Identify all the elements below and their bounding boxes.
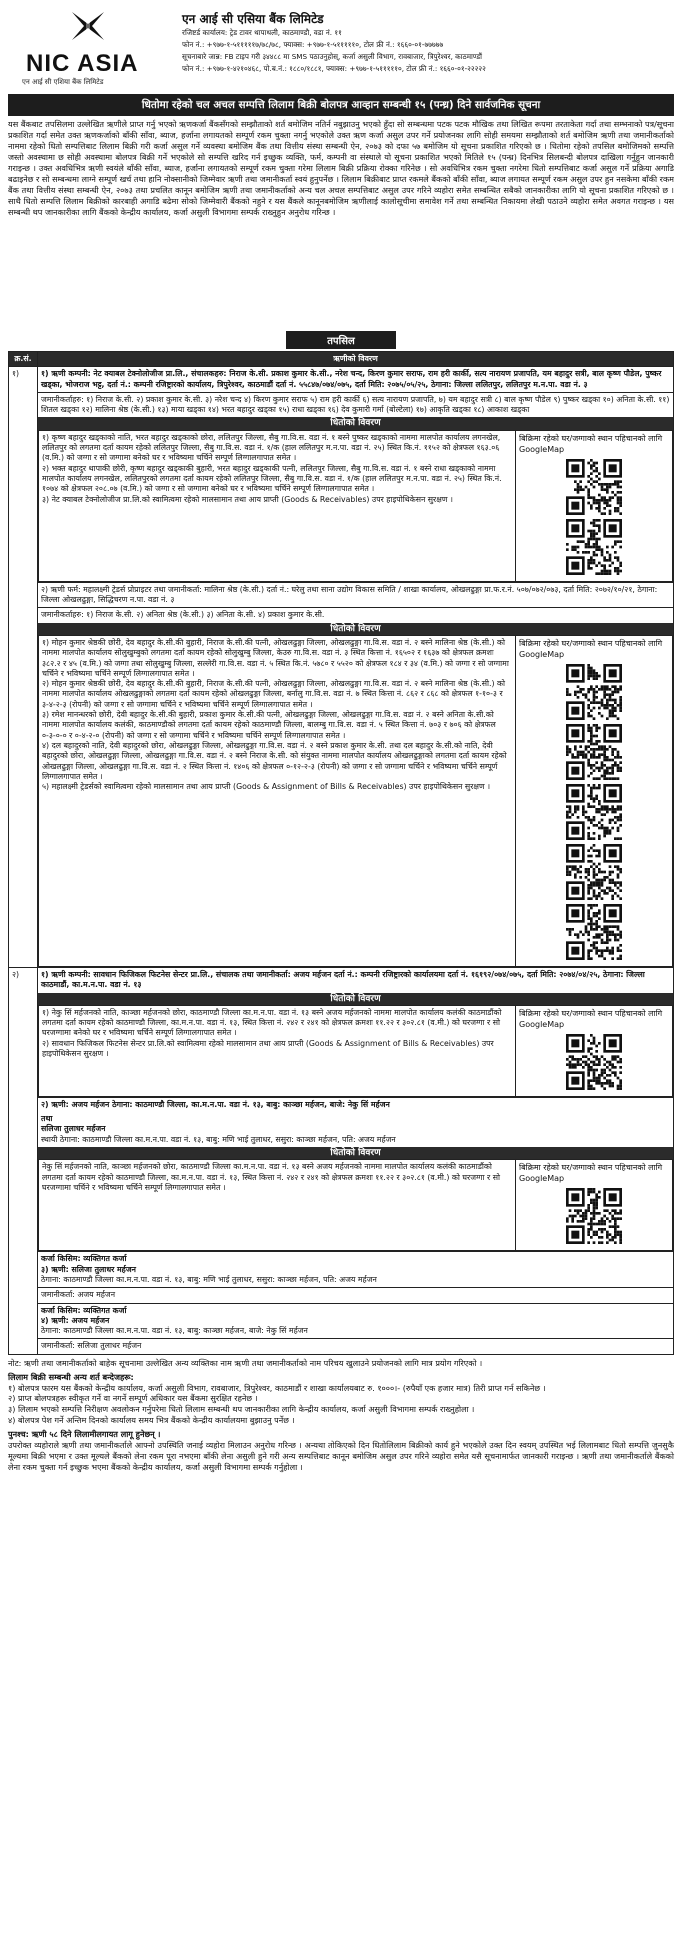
collateral-list bbox=[39, 1160, 516, 1251]
collateral-list bbox=[39, 635, 516, 966]
collateral-list bbox=[39, 1005, 516, 1096]
list-item: २) प्राप्त बोलपत्रहरू स्वीकृत गर्ने वा नगर्ने सम्पूर्ण अधिकार यस बैंकमा सुरक्षित रहनेछ । bbox=[8, 1393, 258, 1404]
list-item: ५) महालक्ष्मी ट्रेडर्सको स्वामित्वमा रहेको मालसामान तथा आय प्राप्ती (Goods & Assignment of Bills & Receivables) उपर हाइपोथिकेसन सुरक्षण । bbox=[42, 782, 491, 792]
loan-block bbox=[38, 1251, 673, 1287]
borrower-company: १) ऋणी कम्पनी: नेट क्याबल टेक्नोलोजीज प्रा.लि., संचालकहरु: निराज के.सी. प्रकाश कुमार के.सी., नरेश चन्द, किरण कुमार सराफ, राम हरी कार्की, सत्य नारायण प्रजापति, यम बहादुर सत्री, बाल कृष्ण पौडेल, पुष्कर खड्का, भोजराज भट्ट, दर्ता नं.: कम्पनी रजिष्ट्रारको कार्यालय, त्रिपुरेश्वर, काठमाडौं दर्ता नं. ५५८४७/०७४/०७५, दर्ता मिति: २०७५/०५/२५, ठेगाना: जिल्ला ललितपुर, ललितपुर म.न.पा. वडा नं. ३ bbox=[41, 369, 662, 389]
individual-borrower bbox=[38, 1097, 673, 1147]
collateral-table bbox=[38, 1005, 673, 1097]
co-borrower-name: सलिजा तुलाधर मर्हजन bbox=[41, 1124, 106, 1134]
qr-code-icon[interactable] bbox=[566, 459, 622, 515]
list-item: २) सावधान फिजिकल फिटनेस सेन्टर प्रा.लि.को स्वामित्वमा रहेको मालसामान तथा आय प्राप्ती (Goods & Assignment of Bills & Receivables) उपर हाइपोथिकेसन सुरक्षण । bbox=[42, 1038, 494, 1059]
list-item: ३) लिलाम भएको सम्पत्ति निरीक्षण अवलोकन गर्नुपरेमा धितो लिलाम सम्बन्धी थप जानकारीका लागि केन्द्रीय कार्यालय, कर्जा असुली विभागमा सम्पर्क राख्नुहोला । bbox=[8, 1404, 475, 1415]
note-text: नोट: ऋणी तथा जमानीकर्ताको बाहेक सूचनामा उल्लेखित अन्य व्यक्तिका नाम ऋणी तथा जमानीकर्ताको नाम परिचय खुलाउने प्रयोजनको लागि मात्र प्रयोग गरिएको । bbox=[8, 1357, 483, 1368]
map-cell bbox=[516, 1005, 673, 1096]
qr-code-icon[interactable] bbox=[566, 724, 622, 780]
row-sn: १) bbox=[9, 367, 38, 968]
borrower-name: ३) ऋणी: सलिजा तुलाधर मर्हजन bbox=[41, 1264, 136, 1274]
qr-code-icon[interactable] bbox=[566, 784, 622, 840]
co-borrower-address: स्थायी ठेगाना: काठमाण्डौ जिल्ला का.म.न.पा. वडा नं. १३, बाबु: मणि भाई तुलाधर, ससुरा: काञ्छा मर्हजन, पति: अजय मर्हजन bbox=[41, 1134, 396, 1144]
map-caption: बिक्रिमा रहेको घर/जग्गाको स्थान पहिचानको लागि GoogleMap bbox=[519, 1163, 663, 1184]
tatha-label: तथा bbox=[41, 1114, 53, 1124]
borrower-details-cell bbox=[38, 367, 674, 968]
conditions-list bbox=[8, 1383, 674, 1427]
borrower-firm: २) ऋणी फर्म: महालक्ष्मी ट्रेडर्स प्रोप्राइटर तथा जमानीकर्ता: मालिना श्रेष्ठ (के.सी.) दर्ता नं.: घरेलु तथा साना उद्योग विकास समिति / शाखा कार्यालय, ओखलढुङ्गा प्रा.फ.र.नं. ५०७/०७२/०७३, दर्ता मिति: २०७२/१०/२१, ठेगाना: जिल्ला ओखलढुङ्गा, सिद्धिचरण न.पा. वडा नं. ३ bbox=[38, 582, 673, 608]
sn-header: क्र.सं. bbox=[9, 352, 38, 367]
table-row bbox=[9, 967, 674, 1354]
map-caption: बिक्रिमा रहेको घर/जग्गाको स्थान पहिचानको लागि GoogleMap bbox=[519, 638, 663, 659]
collateral-heading: धितोको विवरण bbox=[38, 1147, 673, 1159]
map-caption: बिक्रिमा रहेको घर/जग्गाको स्थान पहिचानको लागि GoogleMap bbox=[519, 1008, 663, 1029]
list-item: १) बोलपत्र फारम यस बैंकको केन्द्रीय कार्यालय, कर्जा असुली विभाग, रावबाजार, त्रिपुरेश्वर, काठमाडौं र शाखा कार्यालयबाट रु. १०००।- (रुपैयाँ एक हजार मात्र) तिरी प्राप्त गर्न सकिनेछ । bbox=[8, 1382, 546, 1393]
collateral-table bbox=[38, 1159, 673, 1251]
collateral-heading: धितोको विवरण bbox=[38, 623, 673, 635]
qr-code-icon[interactable] bbox=[566, 1188, 622, 1244]
details-header: ऋणीको विवरण bbox=[38, 352, 674, 367]
nic-asia-logo-icon bbox=[68, 10, 108, 42]
guarantors: जमानीकर्ता: अजय मर्हजन bbox=[38, 1287, 673, 1302]
borrower-table bbox=[8, 351, 674, 1355]
conditions-title: लिलाम बिक्री सम्बन्धी अन्य शर्त बन्देजहरू: bbox=[8, 1371, 134, 1382]
qr-code-icon[interactable] bbox=[566, 844, 622, 900]
list-item: ४) बोलपत्र पेश गर्ने अन्तिम दिनको कार्यालय समय भित्र बैंकको केन्द्रीय कार्यालयमा बुझाउनु पर्नेछ । bbox=[8, 1415, 295, 1426]
bank-logo bbox=[8, 6, 178, 92]
list-item: २) मोहन कुमार श्रेष्ठकी छोरी, देव बहादुर के.सी.की बुहारी, निराज के.सी.की पत्नी, ओखलढुङ्गा जिल्ला, ओखलढुङ्गा गा.वि.स. वडा नं. २ बस्ने मालिना श्रेष्ठ (के.सी.) को नाममा मालपोत कार्यालय ओखलढुङ्गाको लगतमा दर्ता कायम रहेको ओखलढुङ्गा जिल्ला, बर्नालु गा.वि.स. वडा नं. ७ स्थित कित्ता नं. ८६२ र ८६८ को क्षेत्रफल १-१०-३ र ३-४-२-३ (रोपनी) को जग्गा र सो जग्गामा चर्चिने र भविष्यमा चर्चिने सम्पूर्ण लिग्गालगापात समेत । bbox=[42, 679, 506, 709]
list-item: १) कृष्ण बहादुर खड्काको नाति, भरत बहादुर खड्काको छोरा, ललितपुर जिल्ला, सैबु गा.वि.स. वडा नं. १ बस्ने पुष्कर खड्काको नाममा मालपोत कार्यालय लगनखेल, ललितपुर को लगतमा दर्ता कायम रहेको ललितपुर जिल्ला, सैबु गा.वि.स. वडा नं. १/क (हाल ललितपुर म.न.पा. वडा नं. २५) स्थित कि.नं. ११५२ को क्षेत्रफल १६३.०६ (व.मि.) को जग्गा र सो जग्गामा बनेको घर र भविष्यमा चर्चिने सम्पूर्ण लिग्गालगापात समेत । bbox=[42, 432, 501, 463]
borrower-details-cell bbox=[38, 967, 674, 1354]
list-item: २) भक्त बहादुर थापाकी छोरी, कृष्ण बहादुर खड्काकी बुहारी, भरत बहादुर खड्काकी पत्नी, ललितपुर जिल्ला, सैबु गा.वि.स. वडा नं. १ बस्ने राधा खड्काको नाममा मालपोत कार्यालय लगनखेल, ललितपुरको लगतमा दर्ता कायम रहेको ललितपुर जिल्ला, सैबु गा.वि.स. वडा नं. १/क (हाल ललितपुर म.न.पा. वडा नं. २५) स्थित कि.नं. १०७४ को क्षेत्रफल २०८.०७ (व.मि.) को जग्गा र सो जग्गामा बनेको घर र भविष्यमा चर्चिने सम्पूर्ण लिग्गालगापात समेत । bbox=[42, 463, 502, 494]
borrower-address: ठेगाना: काठमाण्डौ जिल्ला का.म.न.पा. वडा नं. १३, बाबु: काञ्छा मर्हजन, बाजे: नेकु सिं मर्हजन bbox=[41, 1326, 308, 1336]
row-sn: २) bbox=[9, 967, 38, 1354]
map-cell bbox=[516, 1160, 673, 1251]
borrower-name: २) ऋणी: अजय मर्हजन ठेगाना: काठमाण्डौ जिल्ला, का.म.न.पा. वडा नं. १३, बाबु: काञ्छा मर्हजन, बाजे: नेकु सिं मर्हजन bbox=[41, 1099, 390, 1109]
collateral-list bbox=[39, 430, 516, 581]
loan-type: कर्जा किसिम: व्यक्तिगत कर्जा bbox=[41, 1254, 127, 1264]
bank-recovery-line: फोन नं.: +९७७-१-४२१०४६८, पो.ब.नं.: १८८०/१८८१, फ्याक्स: +९७७-१-५१११११०, टोल फ्री नं.: १६६०-०१-२२२२२ bbox=[182, 64, 486, 73]
bank-address-line: रजिष्टर्ड कार्यालय: ट्रेड टावर थापाथली, काठमाण्डौ, वडा नं. ११ bbox=[182, 28, 342, 37]
guarantors: जमानीकर्ताहरु: १) निराज के.सी. २) प्रकाश कुमार के.सी. ३) नरेश चन्द ४) किरण कुमार सराफ ५) राम हरी कार्की ६) सत्य नारायण प्रजापति, ७) यम बहादुर सत्री ८) बाल कृष्ण पौडेल ९) पुष्कर खड्का १०) अनिता के.सी. ११) शितल खड्का १२) मालिना श्रेष्ठ (के.सी.) १३) माया खड्का १४) भरत बहादुर खड्का १५) राधा खड्का १६) देव कुमारी गर्मा (बोल्टेला) १७) आकृति खड्का १८) आकाश खड्का bbox=[38, 392, 673, 418]
list-item: ३) नेट क्याबल टेक्नोलोजीज प्रा.लि.को स्वामित्वमा रहेको मालसामान तथा आय प्राप्ती (Goods & Receivables) उपर हाइपोथिकेसन सुरक्षण । bbox=[42, 494, 453, 504]
bank-phone-line: फोन नं.: +९७७-१-५१११११७/७८/७८, फ्याक्स: +९७७-१-५१११११०, टोल फ्री नं.: १६६०-०१-७७७७७ bbox=[182, 40, 444, 49]
bank-sms-line: सूचनाबारे जान्न: FB टाइप गरी ३४४८८ मा SMS पठाउनुहोस्, कर्जा असुली विभाग, रावबाजार, त्रिपुरेश्वर, काठमाण्डौं bbox=[182, 52, 482, 61]
borrower-name: ४) ऋणी: अजय मर्हजन bbox=[41, 1315, 110, 1325]
bank-contact-block bbox=[178, 6, 674, 75]
second-notice-text: उपरोक्त व्यहोराले ऋणी तथा जमानीकर्ताले आफ्नो उपस्थिति जनाई व्यहोरा मिलाउन अनुरोध गरिन्छ । अन्यथा तोकिएको दिन धितोलिलाम बिक्रीको कार्य हुने भएकोले उक्त दिन स्वयम् उपस्थित भई लिलामबाट धितो सम्पत्ति जुनसुकै मूल्यमा बिक्री भएमा र उक्त मूल्यले बैंकको लेना रकम पूरा नभएमा बाँकी लेना असुली हुने गरी अन्य सम्पत्तिबाट कानून बमोजिम असुल उपर गरिने व्यहोरा समेत यसै सूचनामार्फत जानकारी गराइन्छ । ऋणी तथा जमानीकर्ताले बैंकको लेना रकम चुक्ता गर्न इच्छुक भएमा बैंकको केन्द्रीय कार्यालय, कर्जा असुली विभागमा सम्पर्क गर्नुहोला । bbox=[8, 1440, 674, 1472]
qr-code-icon[interactable] bbox=[566, 664, 622, 720]
notice-title: धितोमा रहेको चल अचल सम्पत्ति लिलाम बिक्री बोलपत्र आव्हान सम्बन्धी १५ (पन्ध्र) दिने सार्वजनिक सूचना bbox=[8, 94, 674, 116]
loan-type: कर्जा किसिम: व्यक्तिगत कर्जा bbox=[41, 1305, 127, 1315]
second-notice-label: पुनश्च: ऋणी ५८ दिने लिलामीलगायत लागू हुनेछन् । bbox=[8, 1429, 161, 1440]
map-cell bbox=[516, 635, 673, 966]
guarantors: जमानीकर्ता: सलिजा तुलाधर मर्हजन bbox=[38, 1338, 673, 1353]
list-item: ३) रमेश मानन्धरको छोरी, देवी बहादुर के.सी.की बुहारी, प्रकाश कुमार के.सी.की पत्नी, ओखलढुङ्गा जिल्ला, ओखलढुङ्गा गा.वि.स. वडा नं. २ बस्ने अनिता के.सी.को नाममा मालपोत कार्यालय कलंकी, काठमाण्डौको लगतमा दर्ता कायम रहेको काठमाण्डौ जिल्ला, बालम्बु गा.वि.स. वडा नं. ५ स्थित कित्ता नं. ७०३ र ७०६ को क्षेत्रफल ०-३-०-० र ०-४-२-० (रोपनी) को जग्गा र सो जग्गामा चर्चिने र भविष्यमा चर्चिने सम्पूर्ण लिग्गालगापात समेत । bbox=[42, 710, 496, 740]
guarantors: जमानीकर्ताहरु: १) निराज के.सी. २) अनिता श्रेष्ठ (के.सी.) ३) अनिता के.सी. ४) प्रकाश कुमार के.सी. bbox=[38, 607, 673, 622]
qr-code-icon[interactable] bbox=[566, 904, 622, 960]
collateral-heading: धितोको विवरण bbox=[38, 417, 673, 429]
table-row bbox=[9, 367, 674, 968]
qr-code-icon[interactable] bbox=[566, 519, 622, 575]
logo-wordmark: NIC ASIA bbox=[26, 50, 139, 77]
borrower-company: १) ऋणी कम्पनी: सावधान फिजिकल फिटनेस सेन्टर प्रा.लि., संचालक तथा जमानीकर्ता: अजय मर्हजन दर्ता नं.: कम्पनी रजिष्ट्रारको कार्यालयमा दर्ता नं. १६१९२/०७४/०७५, दर्ता मिति: २०७४/०४/२५, ठेगाना: जिल्ला काठमाडौं, का.म.न.पा. वडा नं. १३ bbox=[41, 969, 645, 990]
table-header-row bbox=[9, 352, 674, 367]
list-item: ४) दल बहादुरको नाति, देवी बहादुरको छोरा, ओखलढुङ्गा जिल्ला, ओखलढुङ्गा गा.वि.स. वडा नं. २ बस्ने प्रकाश कुमार के.सी. तथा दल बहादुर के.सी.को नाति, देवी बहादुरको छोरा, ओखलढुङ्गा जिल्ला, ओखलढुङ्गा गा.वि.स. वडा नं. २ बस्ने निराज के.सी. को संयुक्त नाममा मालपोत कार्यालय ओखलढुङ्गाको लगतमा दर्ता कायम रहेको ओखलढुङ्गा जिल्ला, ओखलढुङ्गा गा.वि.स. वडा नं. २ स्थित कित्ता नं. १४०६ को क्षेत्रफल ०-१२-२-३ (रोपनी) को जग्गा र सो जग्गामा चर्चिने र भविष्यमा चर्चिने सम्पूर्ण लिग्गालगापात समेत । bbox=[42, 740, 507, 781]
borrower-address: ठेगाना: काठमाण्डौ जिल्ला का.म.न.पा. वडा नं. १३, बाबु: मणि भाई तुलाधर, ससुरा: काञ्छा मर्हजन, पति: अजय मर्हजन bbox=[41, 1274, 377, 1284]
logo-tagline: एन आई सी एशिया बैंक लिमिटेड bbox=[22, 78, 104, 86]
map-cell bbox=[516, 430, 673, 581]
list-item: नेकु सिं मर्हजनको नाति, काञ्छा मर्हजनको छोरा, काठमाण्डौ जिल्ला का.म.न.पा. वडा नं. १३ बस्ने अजय मर्हजनको नाममा मालपोत कार्यालय कलंकी काठमाडौंको लगतमा दर्ता कायम रहेको काठमाण्डौ जिल्ला, का.म.न.पा. वडा नं. १३, स्थित कित्ता नं. २४२ र २४१ को क्षेत्रफल क्रमशः ११.२२ र ३०२.८१ (व.मी.) को घरजग्गा र सो घरजग्गामा चर्चिने र भविष्यमा चर्चिने सम्पूर्ण लिग्गालगापात समेत । bbox=[42, 1162, 501, 1192]
collateral-table bbox=[38, 635, 673, 967]
loan-block bbox=[38, 1303, 673, 1339]
bank-name: एन आई सी एसिया बैंक लिमिटेड bbox=[182, 12, 324, 26]
schedule-label: तपसिल bbox=[286, 331, 396, 349]
list-item: १) मोहन कुमार श्रेष्ठकी छोरी, देव बहादुर के.सी.की बुहारी, निराज के.सी.की पत्नी, ओखलढुङ्गा जिल्ला, ओखलढुङ्गा गा.वि.स. वडा नं. २ बस्ने मालिना श्रेष्ठ (के.सी.) को नाममा मालपोत कार्यालय सोलुखुम्बुको लगतमा दर्ता कायम रहेको सोलुखुम्बु जिल्ला, केउरु गा.वि.स. वडा नं. ३ स्थित कित्ता नं. १६५०२ र १६३७ को क्षेत्रफल क्रमशः ३८२.२ र ४५ (व.मि.) को जग्गा तथा सोलुखुम्बु जिल्ला, सल्लेरी गा.वि.स. वडा नं. ५ स्थित कि.नं. ५७८० र ५५२० को क्षेत्रफल १८४ र ३४ (व.मि.) को जग्गा र सो जग्गामा चर्चिने र भविष्यमा चर्चिने सम्पूर्ण लिग्गालगापात समेत । bbox=[42, 637, 509, 678]
collateral-table bbox=[38, 430, 673, 582]
map-caption: बिक्रिमा रहेको घर/जग्गाको स्थान पहिचानको लागि GoogleMap bbox=[519, 433, 663, 454]
collateral-heading: धितोको विवरण bbox=[38, 993, 673, 1005]
qr-code-icon[interactable] bbox=[566, 1034, 622, 1090]
notice-intro: यस बैंकबाट तपसिलमा उल्लेखित ऋणीले प्राप्त गर्नु भएको ऋणकर्जा बैंकसँगको सम्झौताको शर्त बमोजिम नतिर्न नबुझाउनु भएको हुँदा सो सम्बन्धमा पटक पटक मौखिक तथा लिखित रूपमा तरताकेता गर्दा तथा सम्भनाको पत्र/सूचना प्रकाशित गर्दा समेत उक्त ऋणकर्जाको बाँकी साँवा, ब्याज, हर्जाना लगायतको सम्पूर्ण रकम चुक्ता नगर्नु भएकोले उक्त ऋण कर्जा असुल उपर गर्ने प्रयोजनका लागि सोही समयमा सम्झौताको शर्त बमोजिम ऋणी तथा जमानीकर्ताको नाममा रहेको धितो सम्पत्तिबाट लिलाम बिक्री गरी कर्जा असुल गर्ने व्यवस्था बमोजिम बैंक तथा वित्तीय संस्था सम्बन्धी ऐन, २०७३ को दफा ५७ बमोजिम यो सूचना प्रकाशित गरिएको छ । धितोमा रहेको तपसिल बमोजिमको सम्पत्ति जस्तो अवस्थामा छ सोही अवस्थामा बोलपत्र बिक्री गर्ने भएकोले सो सम्पत्ति खरिद गर्न इच्छुक व्यक्ति, फर्म, कम्पनी वा संस्थाले यो सूचना प्रकाशित भएको मितिले १५ (पन्ध्र) दिनभित्र सिलबन्दी बोलपत्र दाखिला गर्नुहुन जानकारी गराइन्छ । उक्त अवधिभित्र ऋणी स्वयंले बाँकी साँवा, ब्याज, हर्जाना लगायतको सम्पूर्ण रकम चुक्ता गरेमा लिलाम बिक्री प्रक्रिया रोक्का गरिनेछ । सो अवधिभित्र रकम चुक्ता नगरेमा धितो सम्पत्तिबाट कर्जा असुल गर्ने प्रक्रिया अगाडि बढाइनेछ र सो सम्बन्धमा लाग्ने सम्पूर्ण खर्च तथा हानि नोक्सानीको जिम्मेवार ऋणी तथा जमानीकर्ता स्वयं हुनुपर्नेछ । लिलाम बिक्रीबाट प्राप्त रकमले बैंकको बाँकी साँवा, ब्याज लगायत सम्पूर्ण रकम असुल उपर हुन नसकेमा बाँकी रकम बैंक तथा वित्तीय संस्था सम्बन्धी ऐन, २०७३ तथा प्रचलित कानून बमोजिम ऋणी तथा जमानीकर्ताको अन्य चल अचल सम्पत्तिबाट असुल उपर गरिने व्यहोरा समेत सम्बन्धित सबैको जानकारीका लागि यो सूचना प्रकाशित गरिएको छ । साथै धितो सम्पत्ति लिलाम बिक्रीको कारबाही अगाडि बढेमा सोको जिम्मेवारी बैंकको नहुने र यस बैंकले कानूनबमोजिम ऋणीलाई कालोसूचीमा समावेश गर्ने तथा सम्बन्धित निकायमा लेखी पठाउने व्यहोरा समेत अवगत गराइन्छ । यस सम्बन्धी थप जानकारीका लागि बैंकको केन्द्रीय कार्यालय, कर्जा असुली विभागमा सम्पर्क राख्नुहुन अनुरोध गरिन्छ । bbox=[8, 119, 674, 217]
list-item: १) नेकु सिं मर्हजनको नाति, काञ्छा मर्हजनको छोरा, काठमाण्डौ जिल्ला का.म.न.पा. वडा नं. १३ बस्ने अजय मर्हजनको नाममा मालपोत कार्यालय कलंकी काठमाडौंको लगतमा दर्ता कायम रहेको काठमाण्डौ जिल्ला, का.म.न.पा. वडा नं. १३, स्थित कित्ता नं. २४२ र २४१ को क्षेत्रफल क्रमशः ११.२२ र ३०२.८१ (व.मी.) को घरजग्गा र सो घरजग्गामा बनेको घर र भविष्यमा चर्चिने सम्पूर्ण लिग्गालगापात समेत । bbox=[42, 1007, 502, 1038]
notice-header bbox=[8, 6, 674, 92]
